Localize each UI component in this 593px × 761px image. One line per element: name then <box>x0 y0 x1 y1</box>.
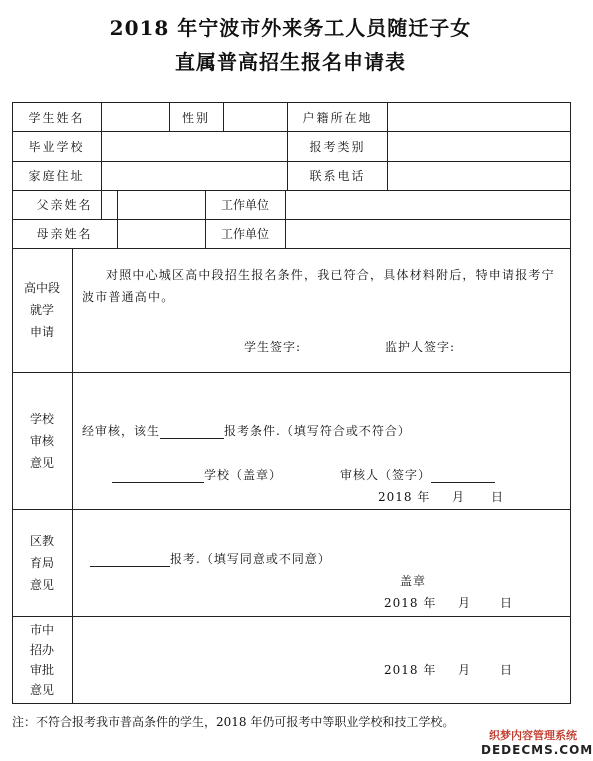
district-day: 日 <box>500 596 514 610</box>
home-address-field[interactable] <box>102 161 287 190</box>
label-phone: 联系电话 <box>309 169 366 183</box>
watermark-en: DEDECMS.COM <box>481 743 593 757</box>
label-apply-section: 高中段 就学 申请 <box>23 281 60 339</box>
watermark-cn: 织梦内容管理系统 <box>489 729 577 742</box>
row-divider <box>12 248 571 249</box>
exam-type-field[interactable] <box>388 132 570 161</box>
watermark <box>481 727 593 757</box>
label-mother-name: 母亲姓名 <box>36 227 93 241</box>
reviewer-signature-line: 审核人（签字） <box>340 466 495 483</box>
label-gender: 性别 <box>181 110 210 125</box>
table-border-right <box>570 102 571 704</box>
city-month: 月 <box>458 663 472 677</box>
row-divider <box>12 509 571 510</box>
father-name-field[interactable] <box>118 190 205 219</box>
footnote: 注：不符合报考我市普高条件的学生，2018 年仍可报考中等职业学校和技工学校。 <box>12 715 455 729</box>
label-home-address: 家庭住址 <box>28 169 85 183</box>
label-graduated-school: 毕业学校 <box>28 140 85 154</box>
city-day: 日 <box>500 663 514 677</box>
label-school-review: 学校 审核 意见 <box>29 411 54 470</box>
mother-name-field[interactable] <box>118 219 205 248</box>
label-father-work-unit: 工作单位 <box>220 198 269 212</box>
label-hukou: 户籍所在地 <box>302 110 373 125</box>
label-city-approval: 市中 招办 审批 意见 <box>29 622 54 697</box>
school-review-line: 经审核，该生 报考条件.（填写符合或不符合） <box>82 424 411 438</box>
apply-statement: 对照中心城区高中段招生报名条件，我已符合，具体材料附后，特申请报考宁波市普通高中。 <box>82 268 555 304</box>
graduated-school-field[interactable] <box>102 132 287 161</box>
district-seal: 盖章 <box>400 574 427 588</box>
hukou-field[interactable] <box>388 102 570 132</box>
district-month: 月 <box>458 596 472 610</box>
label-district-opinion: 区教 育局 意见 <box>29 533 54 592</box>
district-opinion-blank[interactable] <box>90 554 170 567</box>
table-border-bottom <box>12 703 571 704</box>
col-divider <box>72 248 73 704</box>
student-signature-label: 学生签字: <box>244 340 302 354</box>
school-seal-line: 学校（盖章） <box>112 466 282 483</box>
form-title-line2: 直属普高招生报名申请表 <box>175 50 406 74</box>
label-father-name: 父亲姓名 <box>36 198 93 212</box>
application-form-table <box>12 102 571 704</box>
row-divider <box>12 372 571 373</box>
school-review-year: 2018 年 <box>378 490 431 504</box>
father-work-unit-field[interactable] <box>286 190 570 219</box>
school-review-month: 月 <box>452 490 466 504</box>
gender-field[interactable] <box>224 102 287 132</box>
row-divider <box>12 616 571 617</box>
eligibility-blank[interactable] <box>160 426 224 439</box>
district-opinion-line: 报考.（填写同意或不同意） <box>90 550 331 567</box>
label-student-name: 学生姓名 <box>28 110 85 125</box>
student-name-field[interactable] <box>102 102 169 132</box>
form-title-line1: 2018 年宁波市外来务工人员随迁子女 <box>109 16 472 40</box>
school-name-blank[interactable] <box>112 470 204 483</box>
mother-work-unit-field[interactable] <box>286 219 570 248</box>
phone-field[interactable] <box>388 161 570 190</box>
label-mother-work-unit: 工作单位 <box>220 227 269 241</box>
school-review-day: 日 <box>491 490 505 504</box>
city-year: 2018 年 <box>384 663 437 677</box>
label-exam-type: 报考类别 <box>309 140 366 154</box>
reviewer-blank[interactable] <box>431 470 495 483</box>
guardian-signature-label: 监护人签字: <box>385 340 456 354</box>
district-year: 2018 年 <box>384 596 437 610</box>
